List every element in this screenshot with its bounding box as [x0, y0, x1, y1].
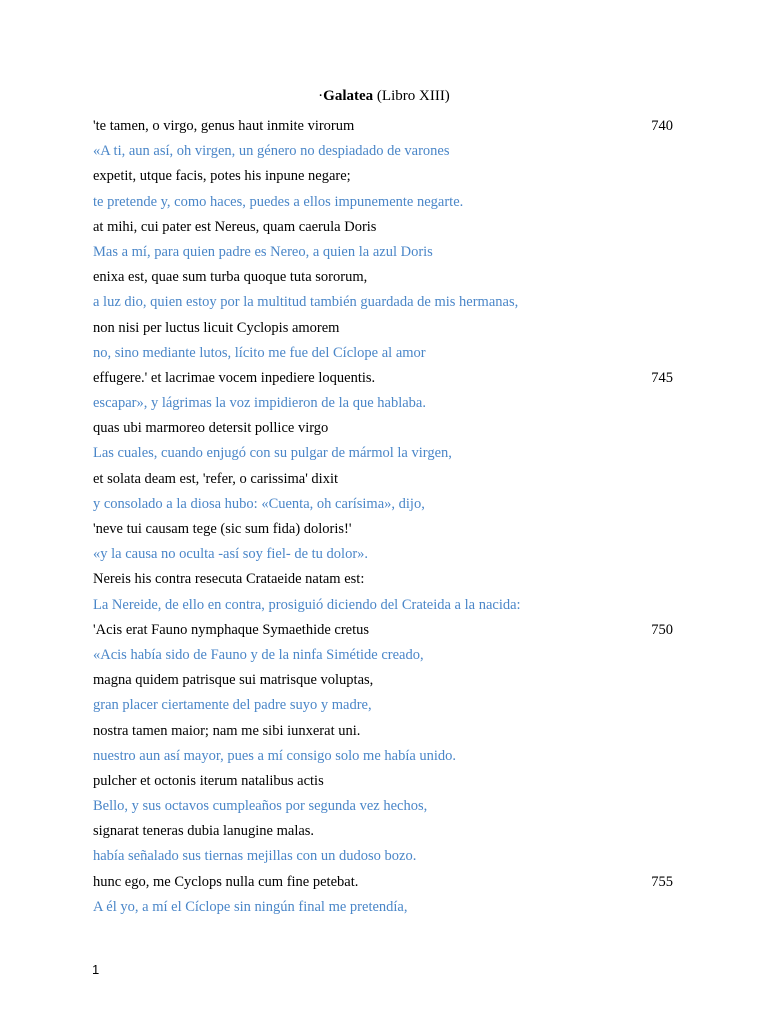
verse-text: Las cuales, cuando enjugó con su pulgar de mármol la virgen, [93, 445, 452, 462]
spanish-translation-line [93, 139, 675, 164]
verse-text: «Acis había sido de Fauno y de la ninfa Simétide creado, [93, 646, 424, 663]
verse-text: gran placer ciertamente del padre suyo y madre, [93, 697, 372, 714]
verse-text: at mihi, cui pater est Nereus, quam caerula Doris [93, 218, 377, 235]
verse-text: 'Acis erat Fauno nymphaque Symaethide cretus [93, 621, 370, 638]
page-number: 1 [92, 962, 100, 977]
latin-verse-line [93, 467, 675, 492]
verse-text: 'te tamen, o virgo, genus haut inmite virorum [93, 118, 355, 134]
spanish-translation-line [93, 391, 675, 416]
verse-text: «y la causa no oculta -así soy fiel- de tu dolor». [93, 546, 369, 563]
verse-text: non nisi per luctus licuit Cyclopis amorem [93, 319, 340, 336]
verse-text: escapar», y lágrimas la voz impidieron de la que hablaba. [93, 395, 426, 412]
latin-verse-line [93, 114, 675, 139]
spanish-translation-line [93, 844, 675, 869]
latin-verse-line [93, 719, 675, 744]
verse-text: y consolado a la diosa hubo: «Cuenta, oh carísima», dijo, [93, 495, 425, 512]
verse-text: nostra tamen maior; nam me sibi iunxerat uni. [93, 722, 361, 739]
verse-text: A él yo, a mí el Cíclope sin ningún final me pretendía, [93, 898, 408, 915]
verse-text: Mas a mí, para quien padre es Nereo, a quien la azul Doris [93, 243, 433, 260]
latin-verse-line [93, 618, 675, 643]
verse-text: magna quidem patrisque sui matrisque voluptas, [93, 672, 374, 689]
latin-verse-line [93, 366, 675, 391]
verse-text: effugere.' et lacrimae vocem inpediere loquentis. [93, 369, 376, 386]
verse-text: et solata deam est, 'refer, o carissima' dixit [93, 470, 339, 487]
verse-list [93, 114, 675, 920]
title-main: Galatea [323, 88, 374, 104]
spanish-translation-line [93, 643, 675, 668]
verse-text: expetit, utque facis, potes his inpune negare; [93, 168, 351, 185]
spanish-translation-line [93, 542, 675, 567]
spanish-translation-line [93, 794, 675, 819]
verse-number: 755 [651, 873, 673, 890]
verse-text: Nereis his contra resecuta Crataeide natam est: [93, 571, 365, 588]
verse-text: quas ubi marmoreo detersit pollice virgo [93, 420, 329, 437]
verse-text: pulcher et octonis iterum natalibus actis [93, 772, 324, 789]
latin-verse-line [93, 668, 675, 693]
latin-verse-line [93, 215, 675, 240]
verse-text: signarat teneras dubia lanugine malas. [93, 823, 315, 840]
latin-verse-line [93, 416, 675, 441]
verse-number: 745 [651, 369, 673, 386]
verse-number: 750 [651, 621, 673, 638]
verse-text: 'neve tui causam tege (sic sum fida) doloris!' [93, 521, 352, 537]
title-suffix: (Libro XIII) [373, 88, 450, 104]
latin-verse-line [93, 265, 675, 290]
latin-verse-line [93, 819, 675, 844]
verse-text: te pretende y, como haces, puedes a ellos impunemente negarte. [93, 193, 464, 210]
verse-text: no, sino mediante lutos, lícito me fue del Cíclope al amor [93, 344, 426, 361]
spanish-translation-line [93, 744, 675, 769]
spanish-translation-line [93, 441, 675, 466]
spanish-translation-line [93, 895, 675, 920]
verse-text: «A ti, aun así, oh virgen, un género no despiadado de varones [93, 143, 450, 160]
spanish-translation-line [93, 240, 675, 265]
page-title [0, 86, 768, 106]
verse-text: nuestro aun así mayor, pues a mí consigo solo me había unido. [93, 747, 457, 764]
latin-verse-line [93, 164, 675, 189]
latin-verse-line [93, 517, 675, 542]
verse-text: enixa est, quae sum turba quoque tuta sororum, [93, 269, 368, 286]
verse-text: hunc ego, me Cyclops nulla cum fine petebat. [93, 873, 359, 890]
verse-number: 740 [651, 118, 673, 134]
spanish-translation-line [93, 492, 675, 517]
verse-text: Bello, y sus octavos cumpleaños por segunda vez hechos, [93, 798, 428, 815]
latin-verse-line [93, 870, 675, 895]
spanish-translation-line [93, 693, 675, 718]
verse-text: La Nereide, de ello en contra, prosiguió diciendo del Crateida a la nacida: [93, 596, 521, 613]
spanish-translation-line [93, 290, 675, 315]
latin-verse-line [93, 316, 675, 341]
spanish-translation-line [93, 190, 675, 215]
verse-text: había señalado sus tiernas mejillas con un dudoso bozo. [93, 848, 417, 865]
title-prefix: · [318, 88, 324, 104]
spanish-translation-line [93, 341, 675, 366]
latin-verse-line [93, 567, 675, 592]
latin-verse-line [93, 769, 675, 794]
spanish-translation-line [93, 593, 675, 618]
verse-text: a luz dio, quien estoy por la multitud también guardada de mis hermanas, [93, 294, 519, 311]
